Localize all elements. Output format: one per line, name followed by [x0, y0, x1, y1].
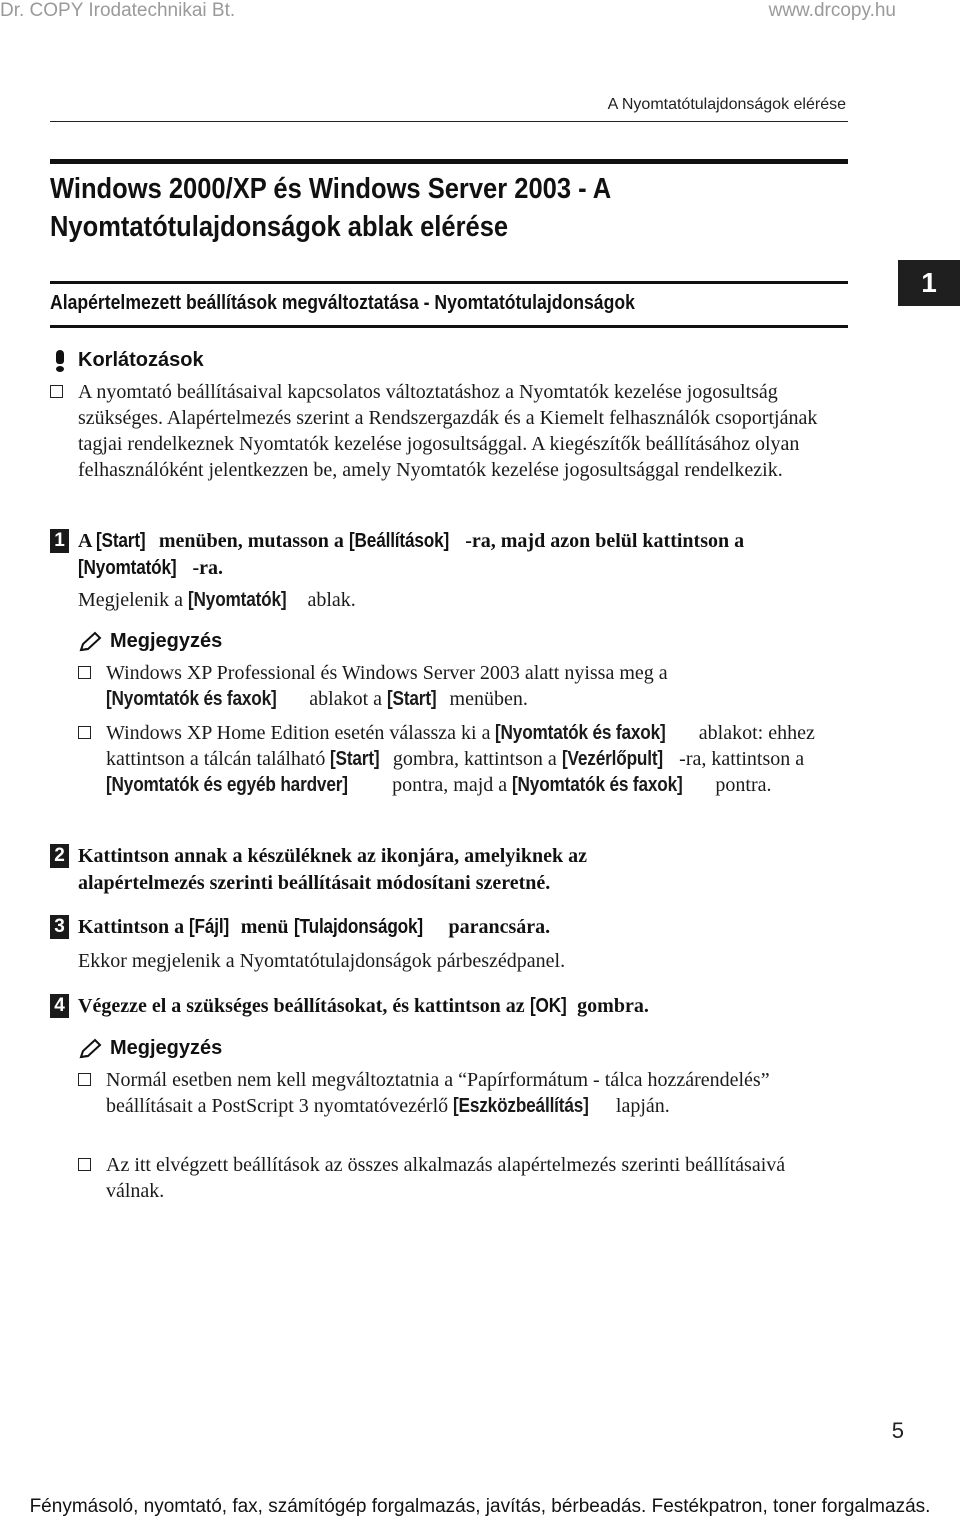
checkbox-bullet-icon	[78, 1158, 91, 1171]
step-2-instruction: Kattintson annak a készüléknek az ikonjára, amelyiknek az alapértelmezés szerinti beállításait módosítani szeretné.	[78, 845, 587, 894]
step-1-instruction: A [Start] menüben, mutasson a [Beállítások] -ra, majd azon belül kattintson a [Nyomtatók] -ra.	[78, 530, 745, 579]
step-1-number: 1	[50, 529, 69, 553]
note-2-heading	[78, 1037, 222, 1060]
section-subheading: Alapértelmezett beállítások megváltoztatása - Nyomtatótulajdonságok	[50, 292, 635, 314]
pencil-icon	[78, 631, 102, 653]
subheading-bottom-rule	[50, 325, 848, 328]
top-bar-company: Dr. COPY Irodatechnikai Bt.	[0, 0, 236, 21]
subheading-top-rule	[50, 281, 848, 284]
header-rule	[50, 121, 848, 122]
step-2-number: 2	[50, 844, 69, 868]
step-1-result: Megjelenik a [Nyomtatók] ablak.	[78, 589, 356, 611]
checkbox-bullet-icon	[78, 726, 91, 739]
step-4-number: 4	[50, 994, 69, 1018]
page-title: Windows 2000/XP és Windows Server 2003 - A Nyomtatótulajdonságok ablak elérése	[50, 173, 611, 243]
checkbox-bullet-icon	[78, 666, 91, 679]
restrictions-title: Korlátozások	[78, 349, 204, 371]
note-1-heading	[78, 630, 222, 653]
top-bar-website: www.drcopy.hu	[768, 0, 896, 21]
step-3-result: Ekkor megjelenik a Nyomtatótulajdonságok párbeszédpanel.	[78, 950, 566, 972]
note-1-item-1: Windows XP Professional és Windows Server 2003 alatt nyissa meg a [Nyomtatók és faxok] ablakot a [Start] menüben.	[106, 660, 836, 712]
note-2-title: Megjegyzés	[110, 1037, 223, 1059]
exclamation-icon	[50, 350, 70, 372]
step-3-number: 3	[50, 915, 69, 939]
chapter-tab: 1	[898, 260, 960, 306]
heading-top-rule	[50, 159, 848, 164]
restrictions-item	[78, 379, 858, 483]
note-1-title: Megjegyzés	[110, 630, 223, 652]
restrictions-heading	[50, 349, 204, 372]
checkbox-bullet-icon	[50, 385, 63, 398]
footer-advertisement: Fénymásoló, nyomtató, fax, számítógép forgalmazás, javítás, bérbeadás. Festékpatron, toner forgalmazás.	[29, 1496, 931, 1517]
page-number: 5	[891, 1418, 904, 1443]
checkbox-bullet-icon	[78, 1073, 91, 1086]
note-2-item-2: Az itt elvégzett beállítások az összes alkalmazás alapértelmezés szerinti beállításaivá válnak.	[106, 1152, 836, 1204]
running-header: A Nyomtatótulajdonságok elérése	[607, 96, 846, 113]
pencil-icon	[78, 1038, 102, 1060]
step-3-instruction: Kattintson a [Fájl] menü [Tulajdonságok] parancsára.	[78, 916, 551, 938]
step-4-instruction: Végezze el a szükséges beállításokat, és kattintson az [OK] gombra.	[78, 995, 649, 1017]
restrictions-text: A nyomtató beállításaival kapcsolatos változtatáshoz a Nyomtatók kezelése jogosultság szükséges. Alapértelmezés szerint a Rendszergazdák és a Kiemelt felhasználók csoportjának tagjai rendelkeznek Nyomtatók kezelése jogosultsággal. A kiegészítők beállításához olyan felhasználóként jelentkezzen be, amely Nyomtatók kezelése jogosultsággal rendelkezik.	[78, 381, 818, 481]
note-2-item-1: Normál esetben nem kell megváltoztatnia a “Papírformátum - tálca hozzárendelés” beállításait a PostScript 3 nyomtatóvezérlő [Eszközbeállítás] lapján.	[106, 1067, 846, 1119]
note-1-item-2: Windows XP Home Edition esetén válassza ki a [Nyomtatók és faxok] ablakot: ehhez kattintson a tálcán található [Start] gombra, kattintson a [Vezérlőpult] -ra, kattintson a [Nyomtatók és egyéb hardver] pontra, majd a [Nyomtatók és faxok] pontra.	[106, 720, 836, 798]
